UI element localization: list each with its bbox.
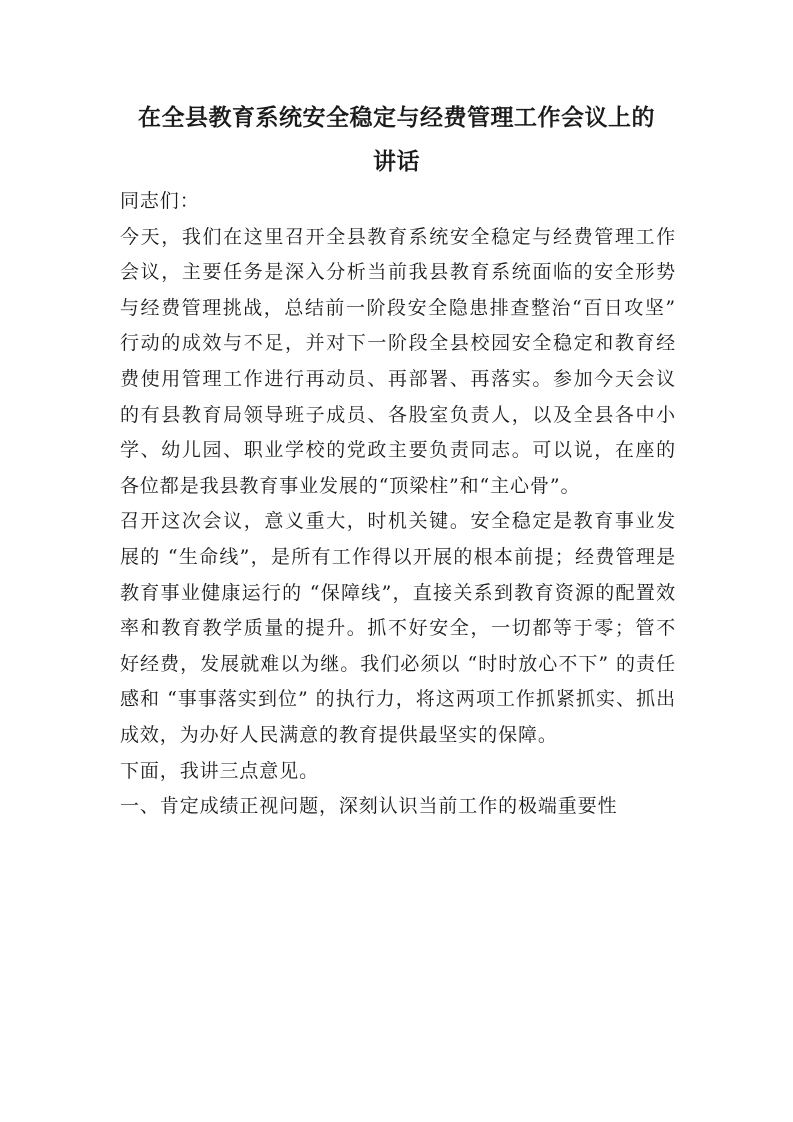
paragraph-transition: 下面，我讲三点意见。 — [120, 759, 320, 782]
document-title — [110, 96, 683, 184]
title-line-1: 在全县教育系统安全稳定与经费管理工作会议上的 — [138, 104, 655, 131]
section-heading: 一、肯定成绩正视问题，深刻认识当前工作的极端重要性 — [120, 795, 618, 818]
paragraph-opening: 今天，我们在这里召开全县教育系统安全稳定与经费管理工作会议，主要任务是深入分析当前我县教育系统面临的安全形势与经费管理挑战，总结前一阶段安全隐患排查整治“百日攻坚” 行动的成效与不足，并对下一阶段全县校园安全稳定和教育经费使用管理工作进行再动员、再部署、再落实。参加今天会议的有县教育局领导班子成员、各股室负责人，以及全县各中小学、幼儿园、职业学校的党政主要负责同志。可以说，在座的各位都是我县教育事业发展的“顶梁柱”和“主心骨”。 — [120, 225, 676, 497]
salutation: 同志们： — [120, 190, 200, 212]
paragraph-significance: 召开这次会议，意义重大，时机关键。安全稳定是教育事业发展的 “生命线”，是所有工作得以开展的根本前提；经费管理是教育事业健康运行的 “保障线”，直接关系到教育资源的配置效率和教育教学质量的提升。抓不好安全，一切都等于零；管不好经费，发展就难以为继。我们必须以 “时时放心不下” 的责任感和 “事事落实到位” 的执行力，将这两项工作抓紧抓实、抓出成效，为办好人民满意的教育提供最坚实的保障。 — [120, 510, 676, 746]
document-body — [120, 184, 676, 825]
title-line-2: 讲话 — [373, 148, 420, 175]
